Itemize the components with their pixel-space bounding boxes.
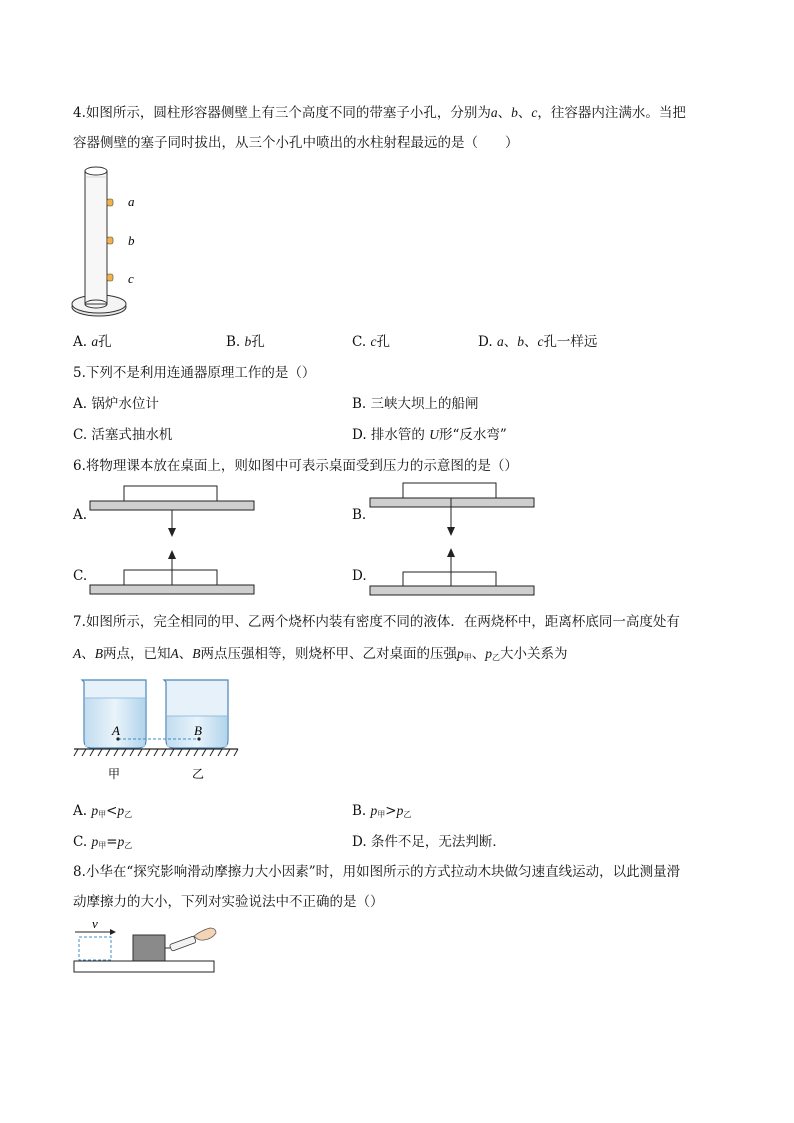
q7-stem-line2: A、B两点，已知A、B两点压强相等，则烧杯甲、乙对桌面的压强$p_甲$、$p_乙$大小关系为 (73, 646, 568, 662)
q4-option-c[interactable]: C. c孔 (352, 334, 390, 350)
q6-stem: 6.将物理课本放在桌面上，则如图中可表示桌面受到压力的示意图的是（） (73, 458, 518, 474)
q8-stem-line2: 动摩擦力的大小，下列对实验说法中不正确的是（） (73, 894, 384, 910)
q5-option-a[interactable]: A. 锅炉水位计 (73, 396, 159, 412)
q7-stem-line1: 7.如图所示，完全相同的甲、乙两个烧杯内装有密度不同的液体．在两烧杯中，距离杯底同一高度处有 (73, 614, 680, 630)
q4-option-d[interactable]: D. a、b、c孔一样远 (478, 334, 598, 350)
q8-friction-figure (72, 918, 222, 978)
q4-stem-line1: 4.如图所示，圆柱形容器侧壁上有三个高度不同的带塞子小孔，分别为a、b、c，往容器内注满水。当把 (73, 105, 686, 121)
q7-point-b: B (194, 723, 202, 738)
q5-option-d[interactable]: D. 排水管的 U形“反水弯” (352, 427, 507, 443)
q7-option-a[interactable]: A. $p_甲<p_乙$ (73, 803, 133, 819)
q7-point-a: A (112, 723, 120, 738)
q8-velocity-label: v (92, 916, 98, 931)
q4-option-b[interactable]: B. b孔 (226, 334, 265, 350)
q6-label-b[interactable]: B. (352, 507, 367, 523)
q7-option-c[interactable]: C. $p_甲=p_乙$ (73, 834, 133, 850)
q7-option-b[interactable]: B. $p_甲>p_乙$ (352, 803, 412, 819)
q6-diagram-a[interactable] (88, 485, 258, 540)
q4-label-b: b (128, 233, 135, 248)
q4-stem-line2: 容器侧壁的塞子同时拔出，从三个小孔中喷出的水柱射程最远的是（ ） (73, 135, 519, 151)
q7-label-yi: 乙 (192, 767, 205, 781)
q4-label-c: c (128, 271, 134, 286)
q6-label-a[interactable]: A. (73, 507, 88, 523)
q6-label-c[interactable]: C. (73, 568, 88, 584)
q5-option-c[interactable]: C. 活塞式抽水机 (73, 427, 173, 443)
q6-diagram-c[interactable] (88, 547, 258, 597)
q7-beakers-figure (72, 676, 242, 786)
q7-option-d[interactable]: D. 条件不足，无法判断． (352, 834, 506, 850)
q6-label-d[interactable]: D. (352, 568, 367, 584)
q6-diagram-b[interactable] (368, 482, 538, 542)
q5-option-b[interactable]: B. 三峡大坝上的船闸 (352, 396, 479, 412)
q8-stem-line1: 8.小华在“探究影响滑动摩擦力大小因素”时，用如图所示的方式拉动木块做匀速直线运动，以此测量滑 (73, 864, 681, 880)
q7-label-jia: 甲 (108, 767, 121, 781)
q5-stem: 5.下列不是利用连通器原理工作的是（） (73, 365, 316, 381)
q4-label-a: a (128, 194, 135, 209)
q6-diagram-d[interactable] (368, 545, 538, 597)
q4-option-a[interactable]: A. a孔 (73, 334, 112, 350)
q4-cylinder-figure (70, 163, 160, 323)
